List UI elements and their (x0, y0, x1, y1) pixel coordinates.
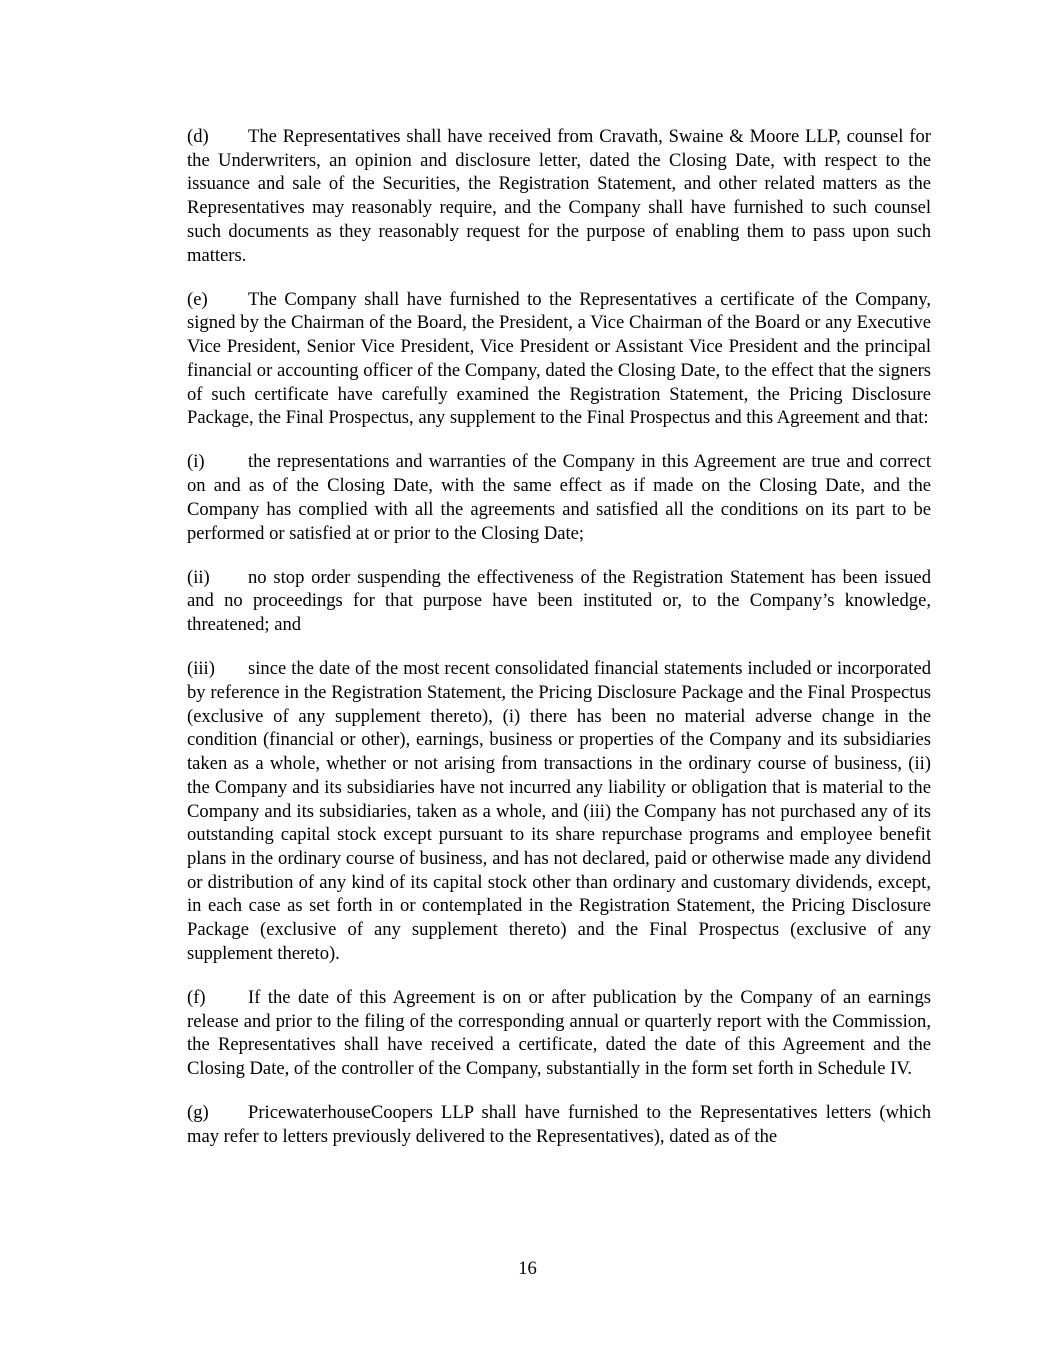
paragraph-text: no stop order suspending the effectiveness of the Registration Statement has been issued and no proceedings for that purpose have been instituted or, to the Company’s knowledge, threatened; and (187, 566, 931, 636)
paragraph-f (187, 986, 931, 1081)
paragraph-d (187, 125, 931, 267)
paragraph-label: (e) (187, 288, 208, 310)
paragraph-label: (d) (187, 126, 209, 147)
paragraph-label: (ii) (187, 566, 210, 588)
paragraph-text: The Representatives shall have received from Cravath, Swaine & Moore LLP, counsel for the Underwriters, an opinion and disclosure letter, dated the Closing Date, with respect to the issuance and sale of the Securities, the Registration Statement, and other related matters as the Representatives may reasonably require, and the Company shall have furnished to such counsel such documents as they reasonably request for the purpose of enabling them to pass upon such matters. (187, 126, 931, 266)
paragraph-e (187, 288, 931, 430)
paragraph-label: (iii) (187, 658, 215, 680)
paragraph-label: (i) (187, 451, 205, 473)
paragraph-text: PricewaterhouseCoopers LLP shall have furnished to the Representatives letters (which may refer to letters previously delivered to the Representatives), dated as of the (187, 1102, 931, 1148)
paragraph-iii (187, 657, 931, 965)
paragraph-text: the representations and warranties of the Company in this Agreement are true and correct on and as of the Closing Date, with the same effect as if made on the Closing Date, and the Company has complied with all the agreements and satisfied all the conditions on its part to be performed or satisfied at or prior to the Closing Date; (187, 451, 931, 544)
paragraph-text: If the date of this Agreement is on or after publication by the Company of an earnings release and prior to the filing of the corresponding annual or quarterly report with the Commission, the Representatives shall have received a certificate, dated the date of this Agreement and the Closing Date, of the controller of the Company, substantially in the form set forth in Schedule IV. (187, 987, 931, 1080)
paragraph-ii (187, 566, 931, 637)
paragraph-label: (g) (187, 1102, 209, 1124)
paragraph-label: (f) (187, 987, 206, 1008)
paragraph-g (187, 1101, 931, 1148)
page-number: 16 (518, 1258, 537, 1279)
document-body (187, 125, 931, 1169)
paragraph-i (187, 450, 931, 545)
paragraph-text: The Company shall have furnished to the Representatives a certificate of the Company, signed by the Chairman of the Board, the President, a Vice Chairman of the Board or any Executive Vice President, Senior Vice President, Vice President or Assistant Vice President and the principal financial or accounting officer of the Company, dated the Closing Date, to the effect that the signers of such certificate have carefully examined the Registration Statement, the Pricing Disclosure Package, the Final Prospectus, any supplement to the Final Prospectus and this Agreement and that: (187, 288, 931, 429)
paragraph-text: since the date of the most recent consolidated financial statements included or incorporated by reference in the Registration Statement, the Pricing Disclosure Package and the Final Prospectus (exclusive of any supplement thereto), (i) there has been no material adverse change in the condition (financial or other), earnings, business or properties of the Company and its subsidiaries taken as a whole, whether or not arising from transactions in the ordinary course of business, (ii) the Company and its subsidiaries have not incurred any liability or obligation that is material to the Company and its subsidiaries, taken as a whole, and (iii) the Company has not purchased any of its outstanding capital stock except pursuant to its share repurchase programs and employee benefit plans in the ordinary course of business, and has not declared, paid or otherwise made any dividend or distribution of any kind of its capital stock other than ordinary and customary dividends, except, in each case as set forth in or contemplated in the Registration Statement, the Pricing Disclosure Package (exclusive of any supplement thereto) and the Final Prospectus (exclusive of any supplement thereto). (187, 658, 931, 964)
